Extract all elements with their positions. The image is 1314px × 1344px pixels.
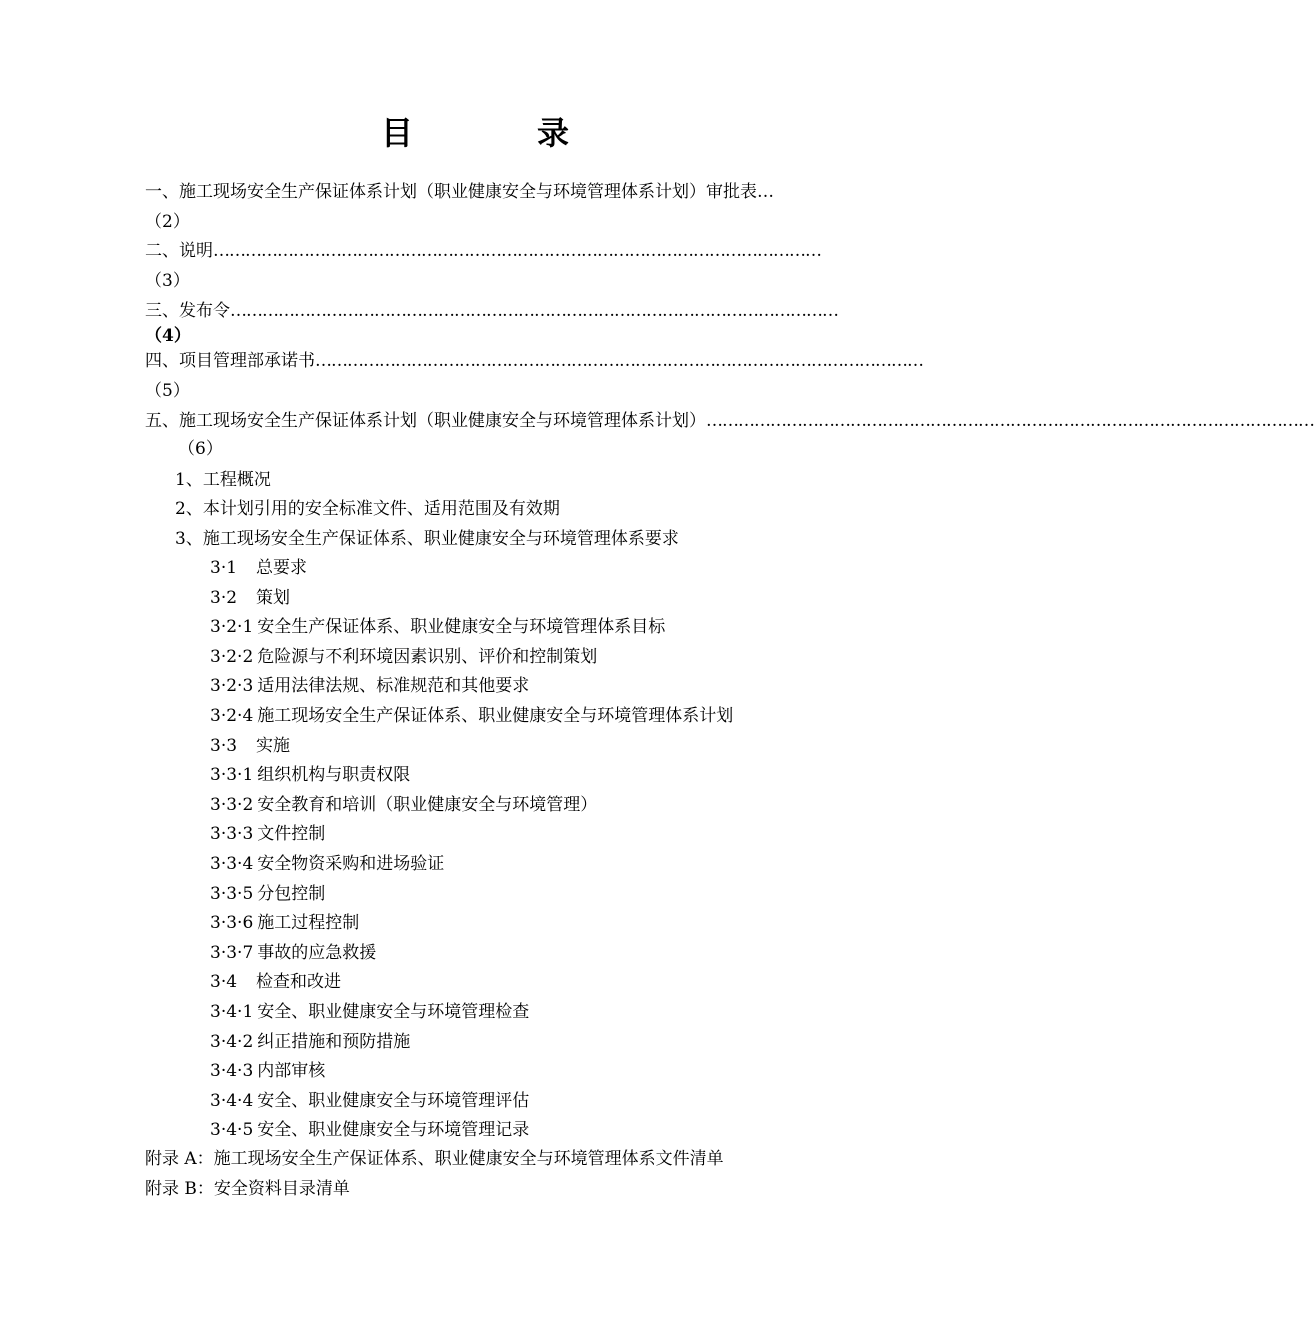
toc-detail-label: 策划 xyxy=(256,588,290,608)
toc-detail-entry[interactable] xyxy=(210,764,410,786)
toc-sub-entry[interactable]: 3、施工现场安全生产保证体系、职业健康安全与环境管理体系要求 xyxy=(175,529,679,549)
toc-detail-entry[interactable] xyxy=(210,587,290,609)
toc-entry-label: 三、发布令 xyxy=(145,301,230,321)
toc-detail-label: 适用法律法规、标准规范和其他要求 xyxy=(257,676,530,696)
toc-detail-entry[interactable] xyxy=(210,616,665,638)
toc-detail-number: 3·4·5 xyxy=(210,1120,254,1140)
toc-entry-label: 五、施工现场安全生产保证体系计划（职业健康安全与环境管理体系计划） xyxy=(145,411,706,431)
toc-detail-number: 3·1 xyxy=(210,558,238,578)
toc-detail-number: 3·2·1 xyxy=(210,617,254,637)
toc-detail-label: 施工现场安全生产保证体系、职业健康安全与环境管理体系计划 xyxy=(257,706,734,726)
toc-page-number: （5） xyxy=(145,381,190,401)
toc-detail-number: 3·2·3 xyxy=(210,676,254,696)
toc-detail-entry[interactable] xyxy=(210,1119,529,1141)
toc-detail-label: 安全、职业健康安全与环境管理检查 xyxy=(257,1002,530,1022)
toc-detail-label: 施工过程控制 xyxy=(257,913,360,933)
toc-detail-number: 3·4·3 xyxy=(210,1061,254,1081)
toc-detail-entry[interactable] xyxy=(210,971,341,993)
toc-entry-2-page xyxy=(145,270,862,292)
toc-detail-number: 3·3·4 xyxy=(210,854,254,874)
toc-detail-number: 3·2·4 xyxy=(210,706,254,726)
toc-detail-label: 内部审核 xyxy=(257,1061,326,1081)
toc-page-number: （4） xyxy=(145,326,191,346)
toc-entry-4-page xyxy=(145,380,862,402)
toc-entry-5-page xyxy=(178,438,223,460)
toc-detail-label: 分包控制 xyxy=(257,884,326,904)
toc-detail-entry[interactable] xyxy=(210,646,597,668)
appendix-b[interactable]: 附录 B：安全资料目录清单 xyxy=(145,1179,350,1199)
toc-detail-label: 实施 xyxy=(256,736,290,756)
toc-detail-number: 3·4 xyxy=(210,972,238,992)
toc-detail-entry[interactable] xyxy=(210,853,444,875)
toc-detail-entry[interactable] xyxy=(210,1001,529,1023)
toc-detail-entry[interactable] xyxy=(210,705,733,727)
toc-page-number: （6） xyxy=(178,439,223,459)
toc-entry-3-page xyxy=(145,325,862,347)
toc-detail-label: 纠正措施和预防措施 xyxy=(257,1032,411,1052)
toc-entry-label: 二、说明 xyxy=(145,241,213,261)
toc-entry-1[interactable] xyxy=(145,181,862,203)
toc-detail-number: 3·4·2 xyxy=(210,1032,254,1052)
toc-sub-entry[interactable]: 2、本计划引用的安全标准文件、适用范围及有效期 xyxy=(175,499,560,519)
toc-detail-label: 安全、职业健康安全与环境管理记录 xyxy=(257,1120,530,1140)
toc-entry-label: 四、项目管理部承诺书 xyxy=(145,351,315,371)
toc-detail-label: 总要求 xyxy=(256,558,307,578)
toc-sub-entry[interactable]: 1、工程概况 xyxy=(175,470,271,490)
toc-detail-entry[interactable] xyxy=(210,942,376,964)
toc-page-number: （2） xyxy=(145,212,190,232)
toc-entry-2[interactable] xyxy=(145,240,862,262)
toc-detail-label: 安全生产保证体系、职业健康安全与环境管理体系目标 xyxy=(257,617,666,637)
toc-detail-entry[interactable] xyxy=(210,1060,325,1082)
dot-leader: …………………………………………………………………………………………………… xyxy=(706,411,1314,431)
toc-detail-entry[interactable] xyxy=(210,735,290,757)
toc-detail-number: 3·3·6 xyxy=(210,913,254,933)
toc-detail-entry[interactable] xyxy=(210,823,325,845)
toc-detail-number: 3·3·7 xyxy=(210,943,254,963)
toc-detail-number: 3·3·1 xyxy=(210,765,254,785)
toc-detail-entry[interactable] xyxy=(210,794,597,816)
toc-detail-label: 组织机构与职责权限 xyxy=(257,765,411,785)
toc-entry-5[interactable] xyxy=(145,410,1314,432)
toc-entry-3[interactable] xyxy=(145,300,862,322)
toc-detail-label: 安全教育和培训（职业健康安全与环境管理） xyxy=(257,795,598,815)
toc-detail-label: 危险源与不利环境因素识别、评价和控制策划 xyxy=(257,647,598,667)
toc-detail-label: 安全物资采购和进场验证 xyxy=(257,854,445,874)
page-title: 目 录 xyxy=(380,114,615,152)
toc-detail-number: 3·4·4 xyxy=(210,1091,254,1111)
toc-detail-number: 3·3·5 xyxy=(210,884,254,904)
toc-detail-number: 3·3·2 xyxy=(210,795,254,815)
toc-detail-number: 3·4·1 xyxy=(210,1002,254,1022)
toc-detail-label: 事故的应急救援 xyxy=(257,943,377,963)
appendix-a[interactable]: 附录 A：施工现场安全生产保证体系、职业健康安全与环境管理体系文件清单 xyxy=(145,1149,724,1169)
toc-detail-label: 文件控制 xyxy=(257,824,326,844)
toc-detail-number: 3·3 xyxy=(210,736,238,756)
toc-detail-entry[interactable] xyxy=(210,883,325,905)
toc-detail-number: 3·3·3 xyxy=(210,824,254,844)
toc-detail-entry[interactable] xyxy=(210,557,307,579)
toc-detail-entry[interactable] xyxy=(210,1031,410,1053)
toc-detail-label: 安全、职业健康安全与环境管理评估 xyxy=(257,1091,530,1111)
toc-detail-number: 3·2 xyxy=(210,588,238,608)
toc-page-number: （3） xyxy=(145,271,190,291)
toc-detail-entry[interactable] xyxy=(210,675,529,697)
toc-entry-1-page xyxy=(145,211,862,233)
toc-detail-entry[interactable] xyxy=(210,912,359,934)
toc-detail-label: 检查和改进 xyxy=(256,972,341,992)
dot-leader: …………………………………………………………………………………………………… xyxy=(315,351,923,371)
toc-detail-entry[interactable] xyxy=(210,1090,529,1112)
dot-leader: …………………………………………………………………………………………………… xyxy=(213,241,821,261)
toc-entry-label: 一、施工现场安全生产保证体系计划（职业健康安全与环境管理体系计划）审批表… xyxy=(145,182,774,202)
toc-entry-4[interactable] xyxy=(145,350,923,372)
toc-detail-number: 3·2·2 xyxy=(210,647,254,667)
dot-leader: …………………………………………………………………………………………………… xyxy=(230,301,838,321)
